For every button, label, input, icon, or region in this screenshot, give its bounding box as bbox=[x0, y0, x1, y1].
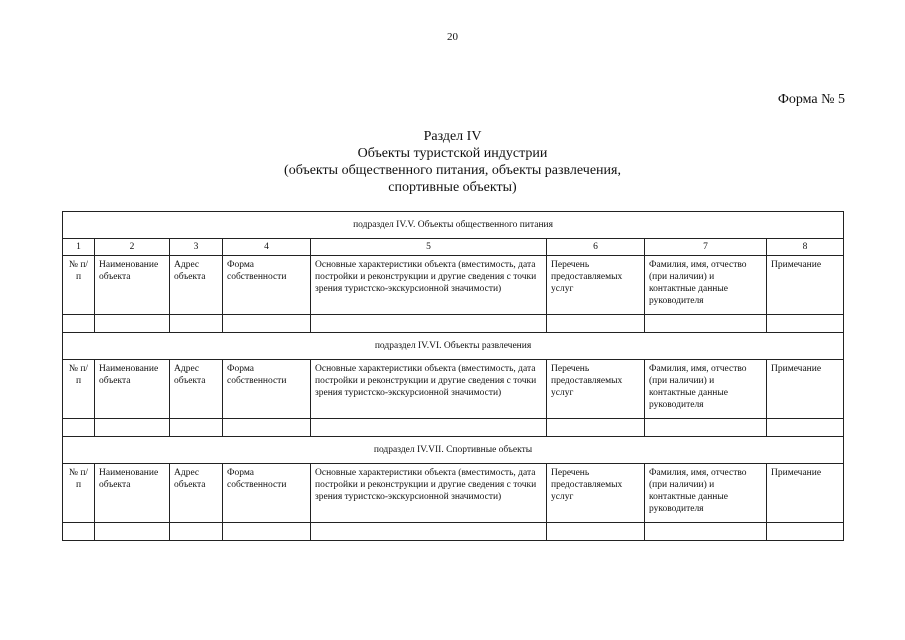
header-manager: Фамилия, имя, отчество (при наличии) и контактные данные руководителя bbox=[645, 360, 767, 419]
empty-data-row bbox=[63, 315, 844, 333]
empty-cell bbox=[547, 315, 645, 333]
header-characteristics: Основные характеристики объекта (вместимость, дата постройки и реконструкции и другие сведения с точки зрения туристско-экскурсионной значимости) bbox=[311, 360, 547, 419]
empty-cell bbox=[311, 523, 547, 541]
objects-table bbox=[62, 211, 844, 541]
column-header-row bbox=[63, 256, 844, 315]
empty-cell bbox=[645, 523, 767, 541]
empty-cell bbox=[223, 523, 311, 541]
empty-cell bbox=[645, 419, 767, 437]
empty-cell bbox=[170, 419, 223, 437]
empty-cell bbox=[547, 523, 645, 541]
empty-data-row bbox=[63, 419, 844, 437]
header-characteristics: Основные характеристики объекта (вместимость, дата постройки и реконструкции и другие сведения с точки зрения туристско-экскурсионной значимости) bbox=[311, 256, 547, 315]
empty-cell bbox=[63, 419, 95, 437]
empty-cell bbox=[170, 315, 223, 333]
subsection-row bbox=[63, 212, 844, 239]
empty-cell bbox=[95, 523, 170, 541]
subsection-title: подраздел IV.VII. Спортивные объекты bbox=[63, 437, 844, 464]
section-title: Раздел IV bbox=[423, 129, 482, 144]
page-number: 20 bbox=[447, 31, 458, 43]
header-note: Примечание bbox=[767, 360, 844, 419]
header-manager: Фамилия, имя, отчество (при наличии) и контактные данные руководителя bbox=[645, 464, 767, 523]
section-subtitle: Объекты туристской индустрии bbox=[357, 146, 548, 161]
column-number: 4 bbox=[223, 239, 311, 256]
empty-data-row bbox=[63, 523, 844, 541]
empty-cell bbox=[311, 315, 547, 333]
empty-cell bbox=[223, 315, 311, 333]
header-number: № п/п bbox=[63, 256, 95, 315]
empty-cell bbox=[645, 315, 767, 333]
header-note: Примечание bbox=[767, 464, 844, 523]
header-address: Адрес объекта bbox=[170, 256, 223, 315]
column-number: 6 bbox=[547, 239, 645, 256]
column-number: 8 bbox=[767, 239, 844, 256]
empty-cell bbox=[311, 419, 547, 437]
header-note: Примечание bbox=[767, 256, 844, 315]
header-services: Перечень предоставляемых услуг bbox=[547, 464, 645, 523]
header-name: Наименование объекта bbox=[95, 464, 170, 523]
header-name: Наименование объекта bbox=[95, 256, 170, 315]
section-description-line-1: (объекты общественного питания, объекты развлечения, bbox=[284, 163, 621, 178]
header-manager: Фамилия, имя, отчество (при наличии) и контактные данные руководителя bbox=[645, 256, 767, 315]
column-number: 5 bbox=[311, 239, 547, 256]
empty-cell bbox=[767, 523, 844, 541]
subsection-row bbox=[63, 437, 844, 464]
empty-cell bbox=[95, 315, 170, 333]
column-header-row bbox=[63, 464, 844, 523]
empty-cell bbox=[547, 419, 645, 437]
subsection-row bbox=[63, 333, 844, 360]
header-characteristics: Основные характеристики объекта (вместимость, дата постройки и реконструкции и другие сведения с точки зрения туристско-экскурсионной значимости) bbox=[311, 464, 547, 523]
header-address: Адрес объекта bbox=[170, 464, 223, 523]
empty-cell bbox=[223, 419, 311, 437]
form-label: Форма № 5 bbox=[777, 92, 845, 107]
column-number: 2 bbox=[95, 239, 170, 256]
subsection-title: подраздел IV.V. Объекты общественного питания bbox=[63, 212, 844, 239]
empty-cell bbox=[767, 315, 844, 333]
empty-cell bbox=[63, 523, 95, 541]
header-name: Наименование объекта bbox=[95, 360, 170, 419]
empty-cell bbox=[767, 419, 844, 437]
header-ownership: Форма собственности bbox=[223, 464, 311, 523]
column-number: 7 bbox=[645, 239, 767, 256]
section-description-line-2: спортивные объекты) bbox=[388, 180, 517, 195]
column-number: 1 bbox=[63, 239, 95, 256]
section-heading bbox=[0, 128, 905, 196]
empty-cell bbox=[63, 315, 95, 333]
column-number: 3 bbox=[170, 239, 223, 256]
header-number: № п/п bbox=[63, 464, 95, 523]
column-header-row bbox=[63, 360, 844, 419]
header-services: Перечень предоставляемых услуг bbox=[547, 360, 645, 419]
empty-cell bbox=[170, 523, 223, 541]
header-ownership: Форма собственности bbox=[223, 360, 311, 419]
column-number-row bbox=[63, 239, 844, 256]
header-services: Перечень предоставляемых услуг bbox=[547, 256, 645, 315]
header-number: № п/п bbox=[63, 360, 95, 419]
header-address: Адрес объекта bbox=[170, 360, 223, 419]
empty-cell bbox=[95, 419, 170, 437]
header-ownership: Форма собственности bbox=[223, 256, 311, 315]
subsection-title: подраздел IV.VI. Объекты развлечения bbox=[63, 333, 844, 360]
